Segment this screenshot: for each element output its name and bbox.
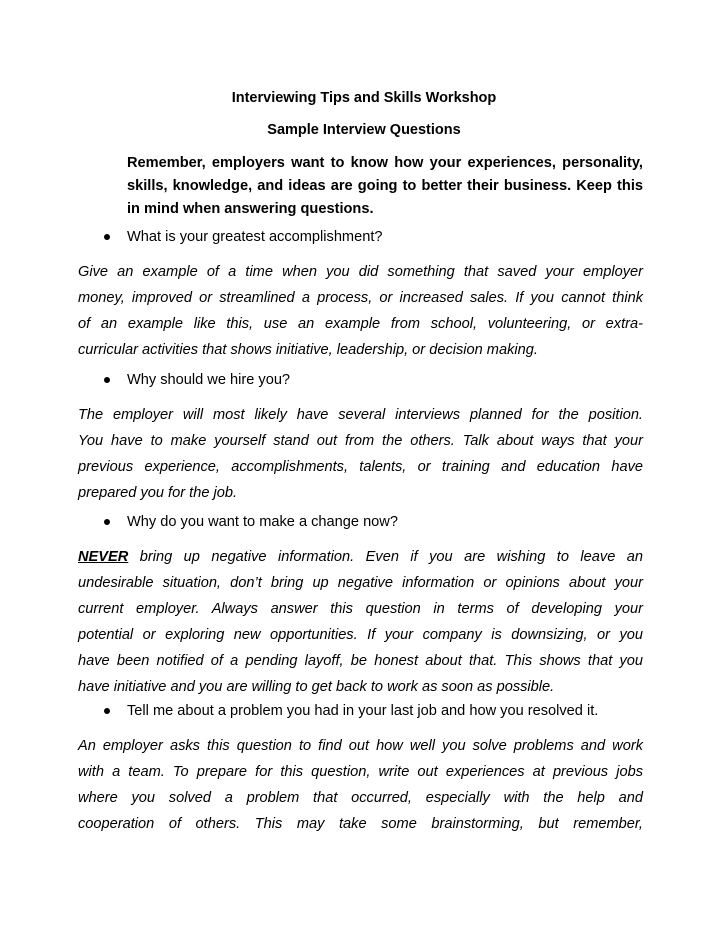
bullet-icon <box>104 708 110 714</box>
answer-line: The employer will most likely have several interviews planned for the position. <box>78 407 643 423</box>
answer-line: of an example like this, use an example from school, volunteering, or extra- <box>78 316 643 332</box>
answer-line: potential or exploring new opportunities. If your company is downsizing, or you <box>78 627 643 643</box>
answer-line: where you solved a problem that occurred, especially with the help and <box>78 790 643 806</box>
question-text: Why should we hire you? <box>127 372 291 388</box>
answer-line: previous experience, accomplishments, talents, or training and education have <box>78 459 643 475</box>
answer-line: You have to make yourself stand out from the others. Talk about ways that your <box>78 433 643 449</box>
answer-line: have been notified of a pending layoff, be honest about that. This shows that you <box>78 653 643 669</box>
bullet-icon <box>104 519 110 525</box>
answer-line: have initiative and you are willing to get back to work as soon as possible. <box>78 679 555 695</box>
answer-line: prepared you for the job. <box>78 485 238 501</box>
answer-paragraph <box>78 259 643 363</box>
answer-line: money, improved or streamlined a process, or increased sales. If you cannot think <box>78 290 643 306</box>
answer-paragraph <box>78 402 643 506</box>
answer-line: with a team. To prepare for this question, write out experiences at previous jobs <box>78 764 643 780</box>
intro-paragraph <box>127 152 643 221</box>
intro-line: in mind when answering questions. <box>127 201 374 217</box>
answer-line: current employer. Always answer this question in terms of developing your <box>78 601 643 617</box>
bullet-icon <box>104 234 110 240</box>
answer-line <box>78 544 643 570</box>
answer-line-rest: bring up negative information. Even if you are wishing to leave an <box>128 549 643 565</box>
document-title: Interviewing Tips and Skills Workshop <box>231 90 497 106</box>
answer-paragraph <box>78 544 643 700</box>
never-emphasis: NEVER <box>78 549 129 565</box>
answer-paragraph <box>78 733 643 837</box>
answer-line: curricular activities that shows initiative, leadership, or decision making. <box>78 342 538 358</box>
intro-line: Remember, employers want to know how your experiences, personality, <box>127 155 643 171</box>
intro-line: skills, knowledge, and ideas are going to better their business. Keep this <box>127 178 643 194</box>
question-text: Why do you want to make a change now? <box>127 514 398 530</box>
answer-line: Give an example of a time when you did something that saved your employer <box>78 264 643 280</box>
question-text: What is your greatest accomplishment? <box>127 229 383 245</box>
bullet-icon <box>104 377 110 383</box>
question-text: Tell me about a problem you had in your last job and how you resolved it. <box>127 703 599 719</box>
answer-line: undesirable situation, don’t bring up negative information or opinions about your <box>78 575 643 591</box>
document-subtitle: Sample Interview Questions <box>267 122 461 138</box>
answer-line: An employer asks this question to find out how well you solve problems and work <box>78 738 643 754</box>
answer-line: cooperation of others. This may take some brainstorming, but remember, <box>78 816 643 832</box>
